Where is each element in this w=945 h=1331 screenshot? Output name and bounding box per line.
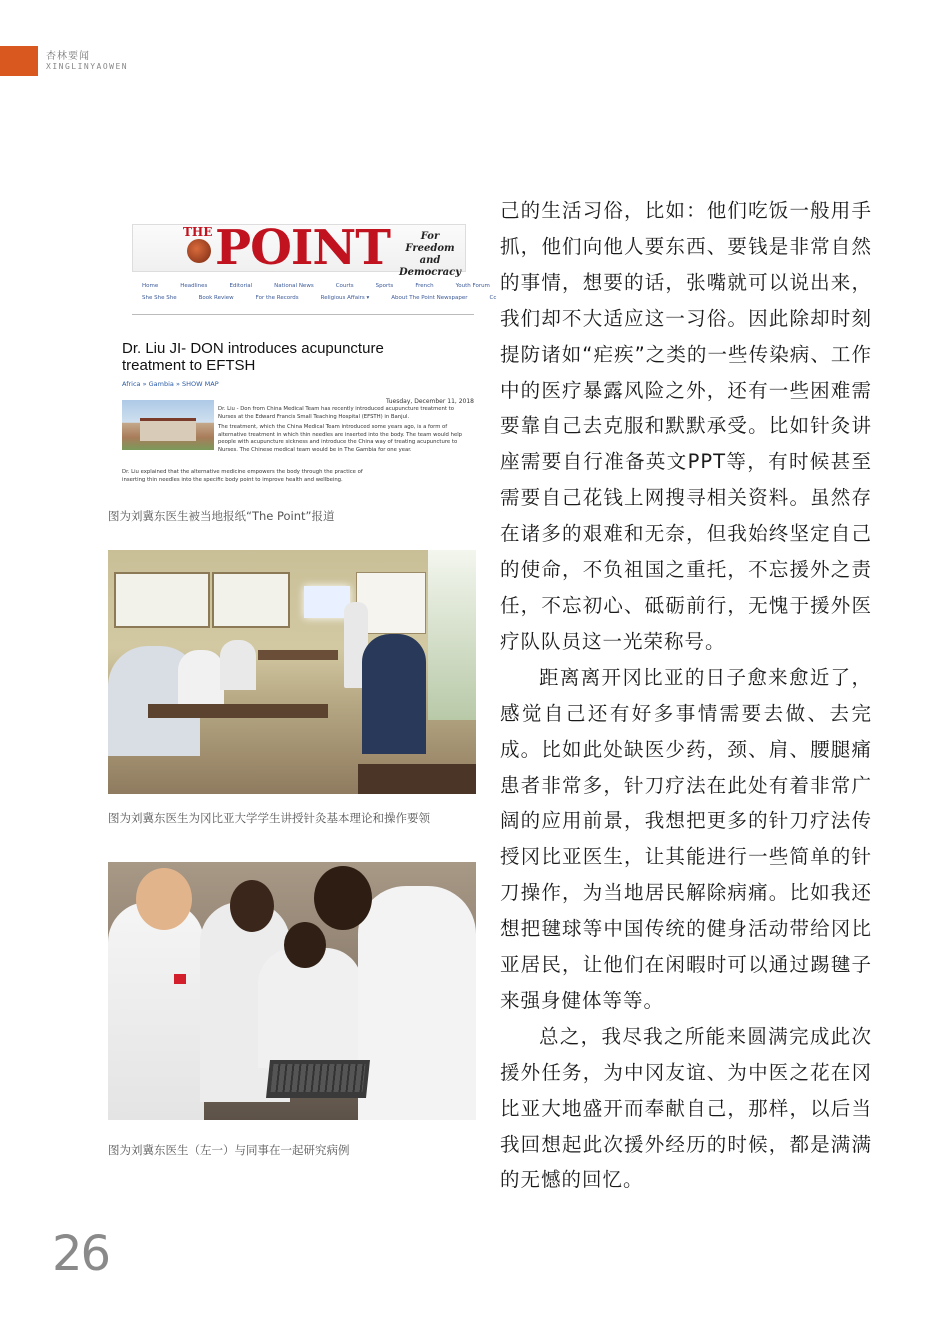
caption-doctors: 图为刘冀东医生（左一）与同事在一起研究病例 (108, 1143, 350, 1157)
doctor-seated-head (284, 922, 326, 968)
doctors-photo (108, 862, 476, 1120)
nav-link[interactable]: For the Records (255, 295, 299, 301)
nav-link[interactable]: Book Review (198, 295, 234, 301)
nav-link[interactable]: She She She (142, 295, 177, 301)
article-paragraph: The treatment, which the China Medical Team introduced some years ago, is a form of alternative treatment in which thin needles are inserted into the body. The team would help people with acupuncture sickness and introduce the China way of treating acupuncture to Nurses. The Chinese medical team would be in The Gambia for one year. (218, 424, 463, 453)
nav-link[interactable]: French (415, 283, 434, 289)
body-paragraph: 距离离开冈比亚的日子愈来愈近了，感觉自己还有好多事情需要去做、去完成。比如此处缺医少药，颈、肩、腰腿痛患者非常多，针刀疗法在此处有着非常广阔的应用前景，我想把更多的针刀疗法传授冈比亚医生，让其能进行一些简单的针刀操作，为当地居民解除病痛。比如我还想把毽球等中国传统的健身活动带给冈比亚居民，让他们在闲暇时可以通过踢毽子来强身健体等等。 (500, 665, 872, 1012)
article-text-column (500, 193, 872, 1198)
newspaper-nav-row-1 (142, 283, 512, 289)
nav-link[interactable]: Headlines (180, 283, 208, 289)
nav-link[interactable]: Editorial (229, 283, 253, 289)
nav-link[interactable]: Sports (375, 283, 394, 289)
masthead-the: THE (183, 225, 213, 239)
article-date: Tuesday, December 11, 2018 (386, 398, 474, 405)
section-title-pinyin: XINGLINYAOWEN (46, 62, 129, 71)
globe-logo-icon (187, 239, 211, 263)
window (428, 550, 476, 720)
doctor-right-head (314, 866, 372, 930)
newspaper-nav-row-2 (142, 295, 518, 301)
nav-link[interactable]: Courts (335, 283, 354, 289)
desk (358, 764, 476, 794)
nav-link[interactable]: About The Point Newspaper (391, 295, 468, 301)
student (178, 650, 224, 712)
page-number: 26 (52, 1226, 110, 1282)
student-right (362, 634, 426, 754)
caption-classroom: 图为刘冀东医生为冈比亚大学学生讲授针灸基本理论和操作要领 (108, 811, 430, 825)
article-paragraph-last: Dr. Liu explained that the alternative medicine empowers the body through the practice of inserting thin needles into the specific body point to improve health and wellbeing. (122, 469, 363, 483)
body-paragraph: 总之，我尽我之所能来圆满完成此次援外任务，为中冈友谊、为中医之花在冈比亚大地盛开而奉献自己，那样，以后当我回想起此次援外经历的时候，都是满满的无憾的回忆。 (500, 1024, 872, 1192)
doctor-left-head (136, 868, 192, 930)
whiteboard-left (114, 572, 210, 628)
nav-link[interactable]: National News (274, 283, 314, 289)
article-body (218, 406, 468, 457)
nav-link[interactable]: Youth Forum (455, 283, 490, 289)
caption-newspaper: 图为刘冀东医生被当地报纸“The Point”报道 (108, 509, 335, 523)
masthead-slogan: For Freedom and Democracy (398, 231, 462, 278)
newspaper-clipping (108, 210, 497, 494)
article-title: Dr. Liu JI- DON introduces acupuncture treatment to EFTSH (122, 340, 384, 374)
nav-link[interactable]: Home (142, 283, 159, 289)
header-accent-bar (0, 46, 38, 76)
whiteboard-middle (212, 572, 290, 628)
classroom-photo (108, 550, 476, 794)
masthead-name: POINT (215, 220, 390, 276)
section-title: 杏林要闻 (46, 51, 90, 62)
student (220, 640, 256, 690)
desk (258, 650, 338, 660)
article-paragraph: Dr. Liu - Don from China Medical Team has recently introduced acupuncture treatment to Nurses at the Edward Francis Small Teaching Hospital (EFSTH) in Banjul. (218, 406, 454, 420)
nav-divider (132, 314, 474, 315)
nav-link[interactable]: Cc (489, 295, 497, 301)
newspaper-masthead (132, 220, 466, 278)
china-flag-icon (174, 974, 186, 984)
laptop-keyboard (271, 1064, 366, 1092)
article-breadcrumb[interactable]: Africa » Gambia » SHOW MAP (122, 380, 219, 388)
doctor-left (108, 902, 204, 1120)
hospital-photo (122, 400, 214, 450)
doctor-second-head (230, 880, 274, 932)
nav-link[interactable]: Religious Affairs ▾ (320, 295, 370, 301)
body-paragraph: 己的生活习俗，比如：他们吃饭一般用手抓，他们向他人要东西、要钱是非常自然的事情，想要的话，张嘴就可以说出来，我们却不大适应这一习俗。因此除却时刻提防诸如“疟疾”之类的一些传染病、工作中的医疗暴露风险之外，还有一些困难需要靠自己去克服和默默承受。比如针灸讲座需要自行准备英文PPT等，有时候甚至需要自己花钱上网搜寻相关资料。虽然存在诸多的艰难和无奈，但我始终坚定自己的使命，不负祖国之重托，不忘援外之责任，不忘初心、砥砺前行，无愧于援外医疗队队员这一光荣称号。 (500, 199, 872, 653)
doctor-right (358, 886, 476, 1120)
desk (148, 704, 328, 718)
